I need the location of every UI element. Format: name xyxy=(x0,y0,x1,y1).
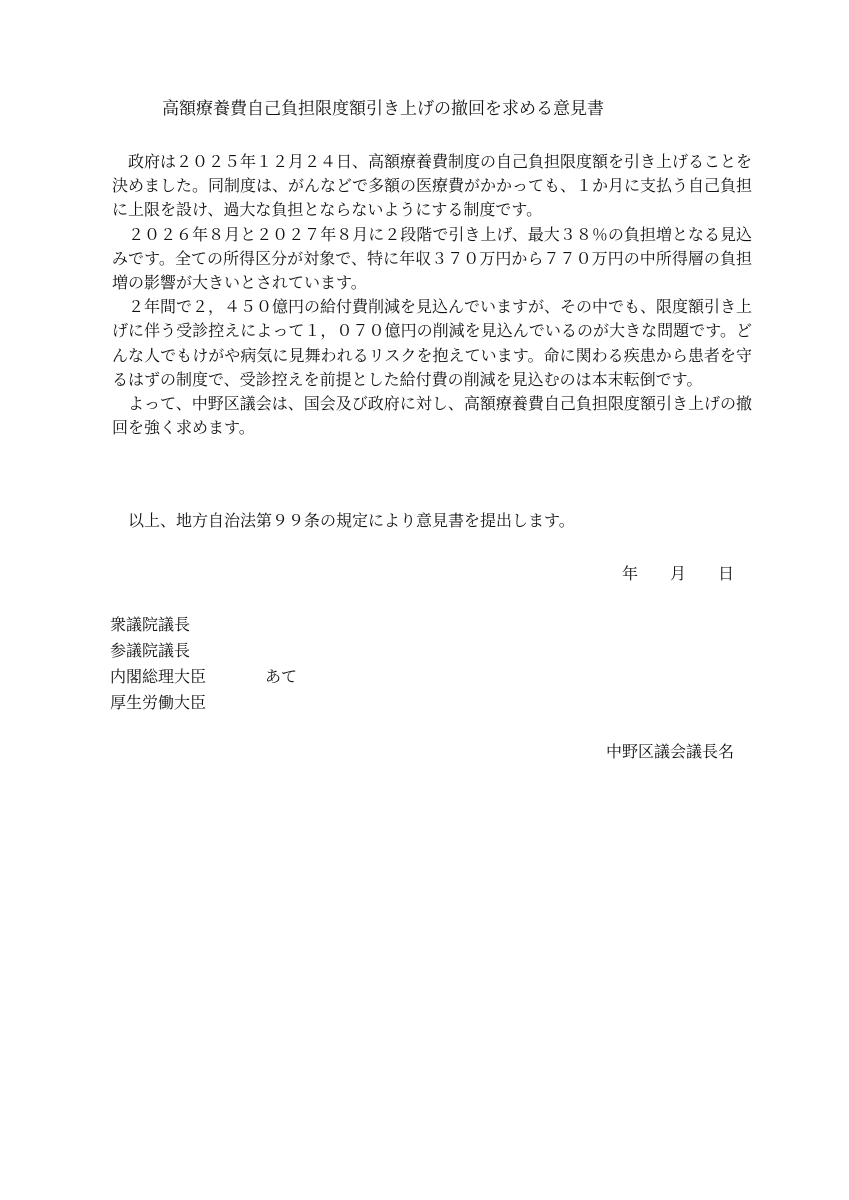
recipient-item: 厚生労働大臣 xyxy=(110,693,207,712)
recipient-item: 参議院議長 xyxy=(110,641,191,660)
body-paragraph: よって、中野区議会は、国会及び政府に対し、高額療養費自己負担限度額引き上げの撤回を強く求めます。 xyxy=(112,394,752,438)
document-title: 高額療養費自己負担限度額引き上げの撤回を求める意見書 xyxy=(162,99,604,119)
document-body xyxy=(112,150,752,440)
closing-statement: 以上、地方自治法第９９条の規定により意見書を提出します。 xyxy=(128,511,575,530)
body-paragraph: ２年間で２，４５０億円の給付費削減を見込んでいますが、その中でも、限度額引き上げに伴う受診控えによって１，０７０億円の削減を見込んでいるのが大きな問題です。どんな人でもけがや病気に見舞われるリスクを抱えています。命に関わる疾患から患者を守るはずの制度で、受診控えを前提とした給付費の削減を見込むのは本末転倒です。 xyxy=(112,297,753,389)
body-paragraph: 政府は２０２５年１２月２４日、高額療養費制度の自己負担限度額を引き上げることを決めました。同制度は、がんなどで多額の医療費がかかっても、１か月に支払う自己負担に上限を設け、過大な負担とならないようにする制度です。 xyxy=(112,152,753,220)
addressee-suffix: あて xyxy=(265,667,298,686)
recipient-item: 衆議院議長 xyxy=(110,615,191,634)
recipient-list xyxy=(110,612,206,716)
date-line: 年 月 日 xyxy=(622,564,735,583)
signature-line: 中野区議会議長名 xyxy=(606,742,735,761)
recipient-item: 内閣総理大臣 xyxy=(110,667,207,686)
body-paragraph: ２０２６年８月と２０２７年８月に２段階で引き上げ、最大３８％の負担増となる見込みです。全ての所得区分が対象で、特に年収３７０万円から７７０万円の中所得層の負担増の影響が大きいとされています。 xyxy=(112,224,752,293)
